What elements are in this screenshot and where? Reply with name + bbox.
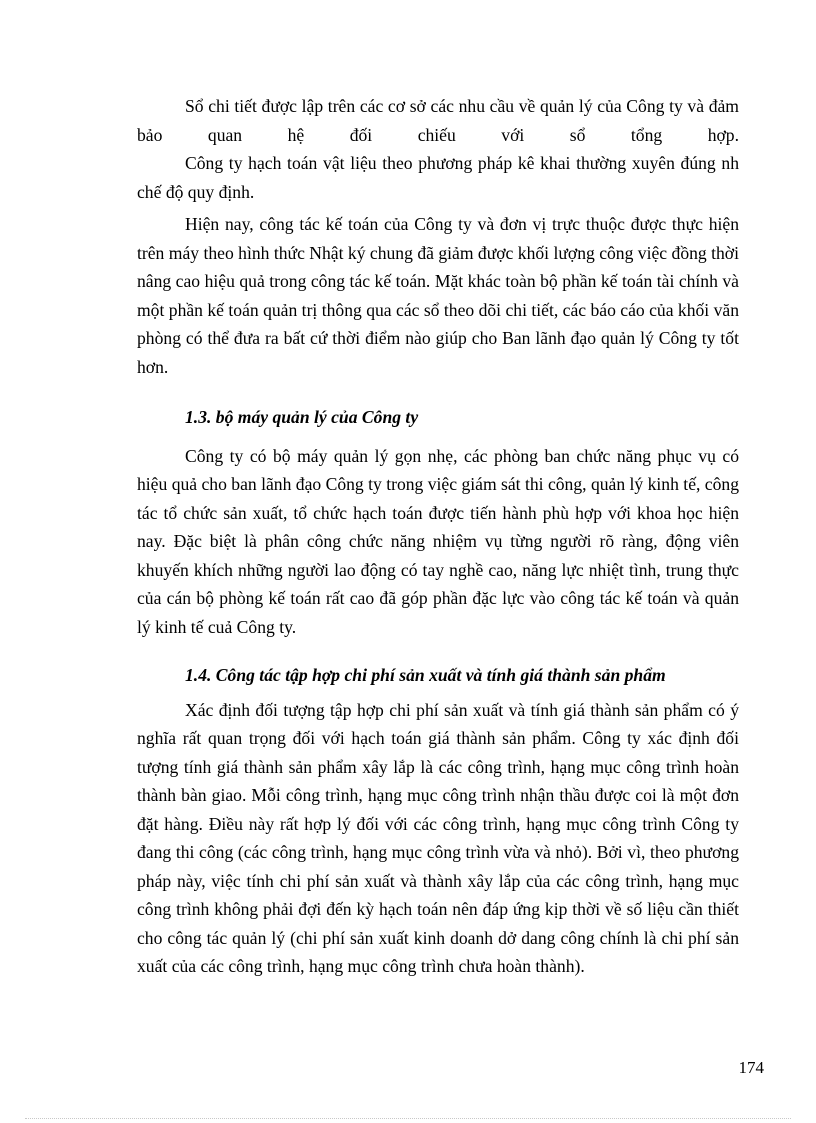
section-heading-1-3: 1.3. bộ máy quản lý của Công ty <box>185 407 419 427</box>
section-heading-1-4: 1.4. Công tác tập hợp chi phí sản xuất và tính giá thành sản phẩm <box>185 665 666 685</box>
document-body <box>137 92 739 981</box>
page-number: 174 <box>738 1058 764 1077</box>
paragraph-management: Công ty có bộ máy quản lý gọn nhẹ, các phòng ban chức năng phục vụ có hiệu quả cho ban lãnh đạo Công ty trong việc giám sát thi công, quản lý kinh tế, công tác tổ chức sản xuất, tổ chức hạch toán được tiến hành phù hợp với khoa học hiện nay. Đặc biệt là phân công chức năng nhiệm vụ từng người rõ ràng, động viên khuyến khích những người lao động có tay nghề cao, năng lực nhiệt tình, trung thực của cán bộ phòng kế toán rất cao đã góp phần đặc lực vào công tác kế toán và quản lý kinh tế cuả Công ty. <box>137 445 739 637</box>
paragraph-cost-calculation: Xác định đối tượng tập hợp chi phí sản xuất và tính giá thành sản phẩm có ý nghĩa rất quan trọng đối với hạch toán giá thành sản phẩm. Công ty xác định đối tượng tính giá thành sản phẩm xây lắp là các công trình, hạng mục công trình hoàn thành bàn giao. Mỗi công trình, hạng mục công trình nhận thầu được coi là một đơn đặt hàng. Điều này rất hợp lý đối với các công trình, hạng mục công trình Công ty đang thi công (các công trình, hạng mục công trình vừa và nhỏ). Bởi vì, theo phương pháp này, việc tính chi phí sản xuất và thành xây lắp của các công trình, hạng mục công trình không phải đợi đến kỳ hạch toán nên đáp ứng kịp thời về số liệu cần thiết cho công tác quản lý (chi phí sản xuất kinh doanh dở dang công chính là chi phí sản xuất của các công trình, hạng mục công trình chưa hoàn thành). <box>137 699 739 976</box>
paragraph-intro: Sổ chi tiết được lập trên các cơ sở các nhu cầu về quản lý của Công ty và đảm bảo quan hệ đối chiếu với sổ tổng hợp. <box>137 96 739 145</box>
paragraph-accounting-system: Hiện nay, công tác kế toán của Công ty và đơn vị trực thuộc được thực hiện trên máy theo hình thức Nhật ký chung đã giảm được khối lượng công việc đồng thời nâng cao hiệu quả trong công tác kế toán. Mặt khác toàn bộ phần kế toán tài chính và một phần kế toán quản trị thông qua các sổ theo dõi chi tiết, các báo cáo của khối văn phòng có thể đưa ra bất cứ thời điểm nào giúp cho Ban lãnh đạo quản lý Công ty tốt hơn. <box>137 214 739 377</box>
paragraph-method: Công ty hạch toán vật liệu theo phương pháp kê khai thường xuyên đúng nh chế độ quy định. <box>137 153 739 202</box>
footer-divider <box>25 1118 791 1119</box>
